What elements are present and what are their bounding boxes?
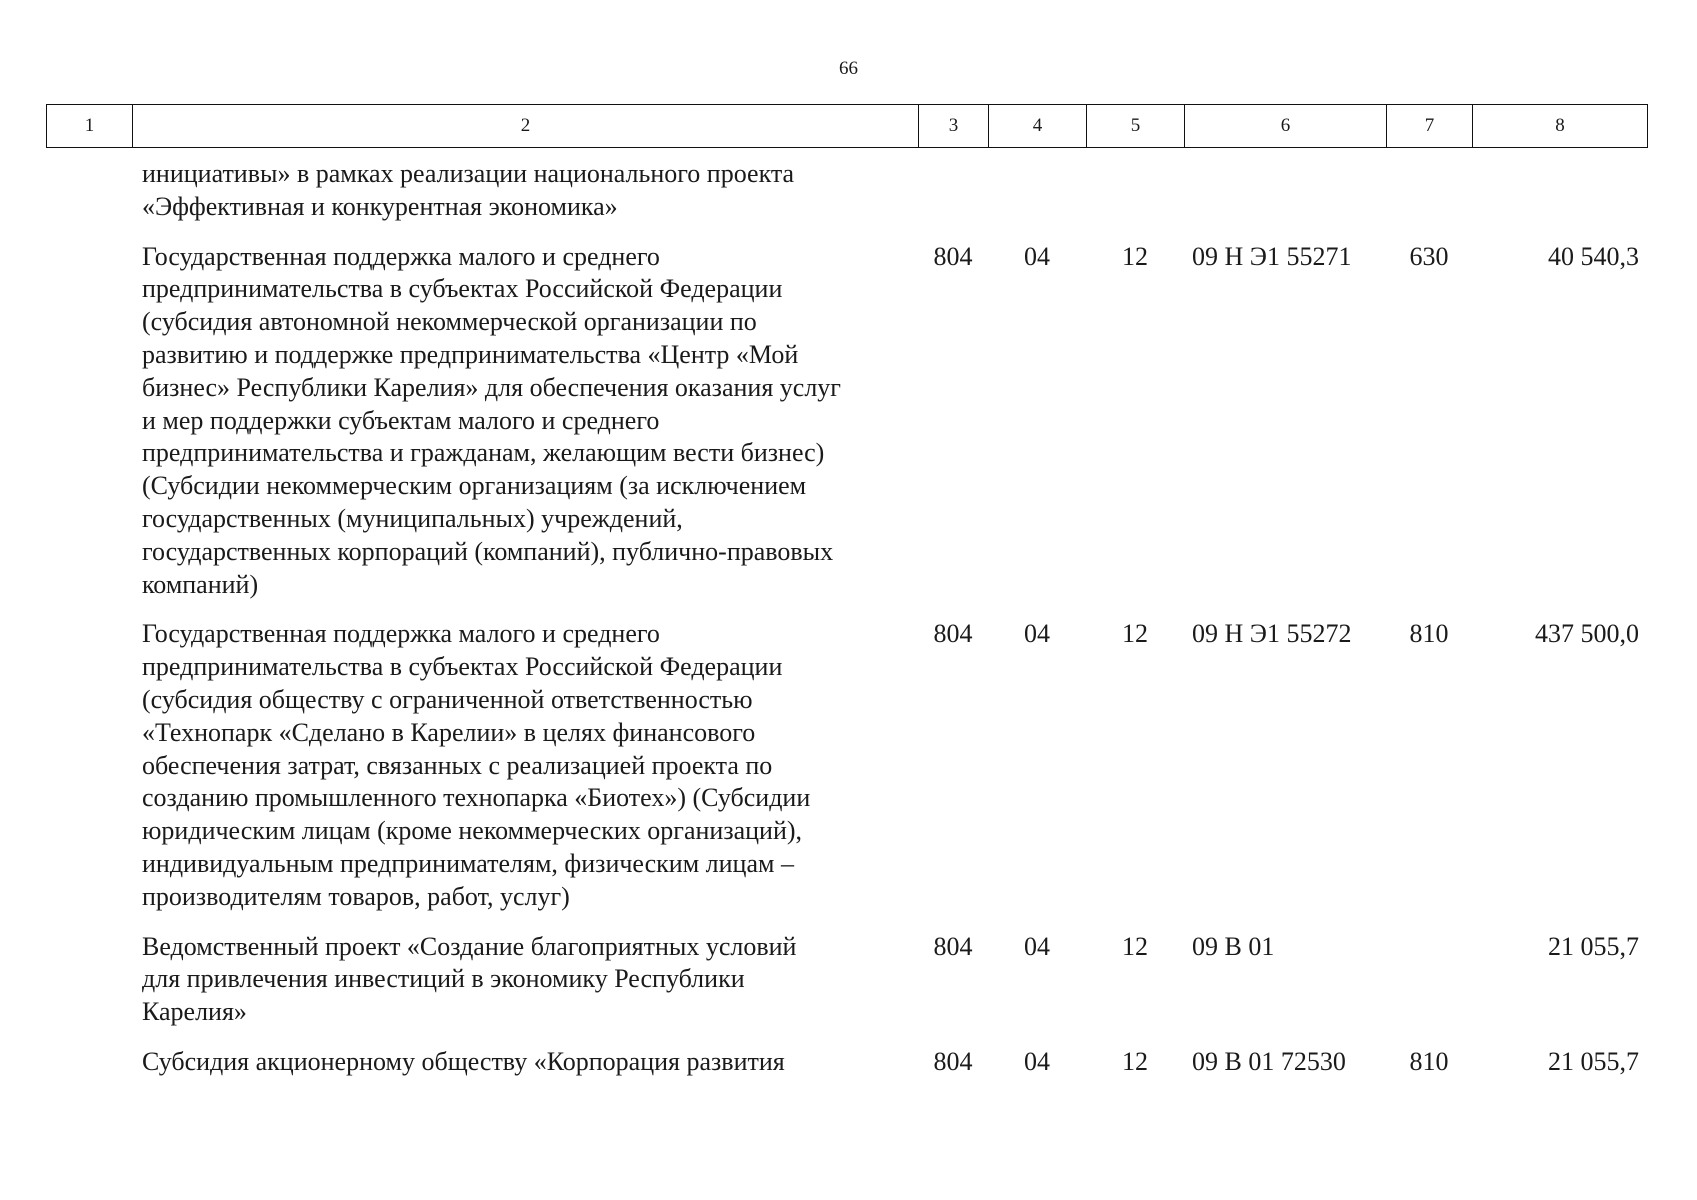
- description-line: Государственная поддержка малого и среднего: [142, 241, 660, 271]
- amount: 21 055,7: [1548, 931, 1639, 961]
- amount: 40 540,3: [1548, 241, 1639, 271]
- description-line: компаний): [142, 569, 259, 599]
- subsection-code: 12: [1122, 619, 1148, 649]
- description-line: инициативы» в рамках реализации национального проекта: [142, 159, 795, 188]
- column-header: 3: [919, 105, 989, 148]
- description-line: «Эффективная и конкурентная экономика»: [142, 191, 618, 221]
- row-description: [132, 1046, 918, 1079]
- target-article-code: 09 Н Э1 55271: [1192, 241, 1352, 271]
- table-row: [46, 158, 1647, 224]
- description-line: развитию и поддержке предпринимательства «Центр «Мой: [142, 339, 799, 369]
- table-body: [46, 158, 1647, 1096]
- subsection-code: 12: [1122, 1046, 1148, 1076]
- description-line: «Технопарк «Сделано в Карелии» в целях финансового: [142, 717, 756, 747]
- description-line: предпринимательства и гражданам, желающим вести бизнес): [142, 438, 825, 468]
- column-header-row: [47, 105, 1648, 148]
- description-line: (Субсидии некоммерческим организациям (за исключением: [142, 471, 807, 501]
- column-header-table: [46, 104, 1648, 148]
- description-line: бизнес» Республики Карелия» для обеспечения оказания услуг: [142, 372, 841, 402]
- description-line: Ведомственный проект «Создание благоприятных условий: [142, 931, 797, 961]
- description-line: государственных корпораций (компаний), публично-правовых: [142, 536, 834, 566]
- subsection-code: 12: [1122, 241, 1148, 271]
- column-header: 1: [47, 105, 133, 148]
- description-line: и мер поддержки субъектам малого и среднего: [142, 405, 660, 435]
- description-line: созданию промышленного технопарка «Биотех») (Субсидии: [142, 783, 811, 813]
- expense-type-code: 810: [1409, 619, 1449, 649]
- description-line: обеспечения затрат, связанных с реализацией проекта по: [142, 750, 773, 780]
- description-line: предпринимательства в субъектах Российской Федерации: [142, 652, 783, 682]
- column-header: 2: [133, 105, 919, 148]
- description-line: индивидуальным предпринимателям, физическим лицам –: [142, 848, 794, 878]
- column-header: 7: [1387, 105, 1473, 148]
- description-line: предпринимательства в субъектах Российской Федерации: [142, 274, 783, 304]
- amount: 437 500,0: [1535, 619, 1639, 649]
- target-article-code: 09 В 01: [1192, 931, 1275, 961]
- ministry-code: 804: [933, 931, 973, 961]
- table-row: [46, 931, 1647, 1029]
- column-header: 4: [989, 105, 1087, 148]
- ministry-code: 804: [933, 1046, 973, 1076]
- expense-type-code: 810: [1409, 1046, 1449, 1076]
- row-description: [132, 158, 918, 224]
- page-number: 66: [839, 58, 858, 79]
- target-article-code: 09 В 01 72530: [1192, 1046, 1346, 1076]
- column-header: 6: [1185, 105, 1387, 148]
- section-code: 04: [1024, 619, 1050, 649]
- description-line: юридическим лицам (кроме некоммерческих организаций),: [142, 816, 803, 846]
- column-header: 8: [1473, 105, 1648, 148]
- column-header: 5: [1087, 105, 1185, 148]
- target-article-code: 09 Н Э1 55272: [1192, 619, 1352, 649]
- expense-type-code: 630: [1409, 241, 1449, 271]
- description-line: государственных (муниципальных) учреждений,: [142, 503, 683, 533]
- ministry-code: 804: [933, 241, 973, 271]
- description-line: Карелия»: [142, 997, 247, 1027]
- table-row: [46, 618, 1647, 913]
- subsection-code: 12: [1122, 931, 1148, 961]
- table-row: [46, 241, 1647, 602]
- row-description: [132, 241, 918, 602]
- ministry-code: 804: [933, 619, 973, 649]
- row-description: [132, 618, 918, 913]
- description-line: (субсидия автономной некоммерческой организации по: [142, 307, 757, 337]
- section-code: 04: [1024, 1046, 1050, 1076]
- section-code: 04: [1024, 241, 1050, 271]
- description-line: (субсидия обществу с ограниченной ответственностью: [142, 684, 753, 714]
- row-description: [132, 931, 918, 1029]
- description-line: для привлечения инвестиций в экономику Республики: [142, 964, 745, 994]
- description-line: Государственная поддержка малого и среднего: [142, 619, 660, 649]
- amount: 21 055,7: [1548, 1046, 1639, 1076]
- description-line: производителям товаров, работ, услуг): [142, 881, 570, 911]
- table-row: [46, 1046, 1647, 1079]
- description-line: Субсидия акционерному обществу «Корпорация развития: [142, 1046, 785, 1076]
- section-code: 04: [1024, 931, 1050, 961]
